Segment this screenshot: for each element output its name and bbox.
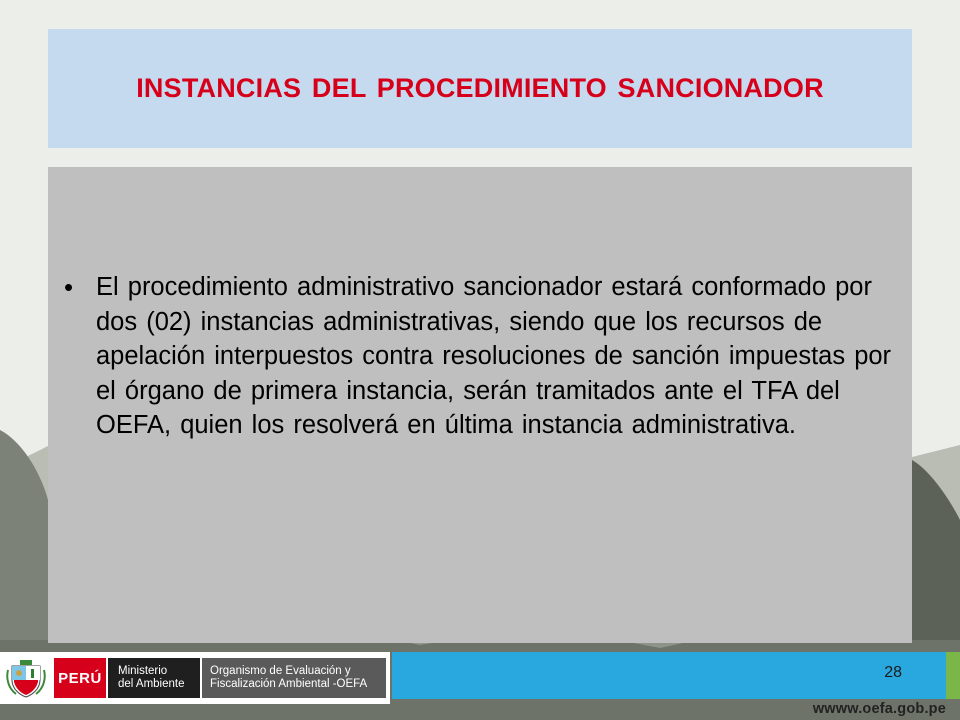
oefa-line-2: Fiscalización Ambiental -OEFA — [210, 678, 368, 690]
bullet-text: El procedimiento administrativo sancionador estará conformado por dos (02) instancias administrativas, siendo que los recursos de apelación interpuestos contra resoluciones de sanción impuestas por el órgano de primera instancia, serán tramitados ante el TFA del OEFA, quien los resolverá en última instancia administrativa. — [96, 273, 892, 439]
peru-label-box — [54, 658, 106, 698]
peru-coat-of-arms-icon — [4, 656, 48, 700]
ministerio-label-box — [108, 658, 200, 698]
footer-bar — [0, 652, 960, 704]
page-number: 28 — [884, 664, 902, 681]
oefa-line-1: Organismo de Evaluación y — [210, 665, 351, 677]
footer-blue-band — [392, 652, 946, 699]
slide-title-banner — [48, 29, 912, 148]
bullet-item — [58, 270, 898, 443]
slide-content-panel — [48, 167, 912, 643]
government-logo-strip — [0, 652, 390, 704]
slide-title: INSTANCIAS DEL PROCEDIMIENTO SANCIONADOR — [136, 73, 824, 103]
ministerio-line-2: del Ambiente — [118, 678, 185, 690]
bullet-marker: • — [64, 272, 74, 302]
ministerio-line-1: Ministerio — [118, 665, 168, 677]
footer-green-accent — [946, 652, 960, 699]
peru-label: PERÚ — [58, 669, 102, 687]
oefa-label-box — [202, 658, 386, 698]
website-url[interactable]: wwww.oefa.gob.pe — [812, 701, 946, 717]
